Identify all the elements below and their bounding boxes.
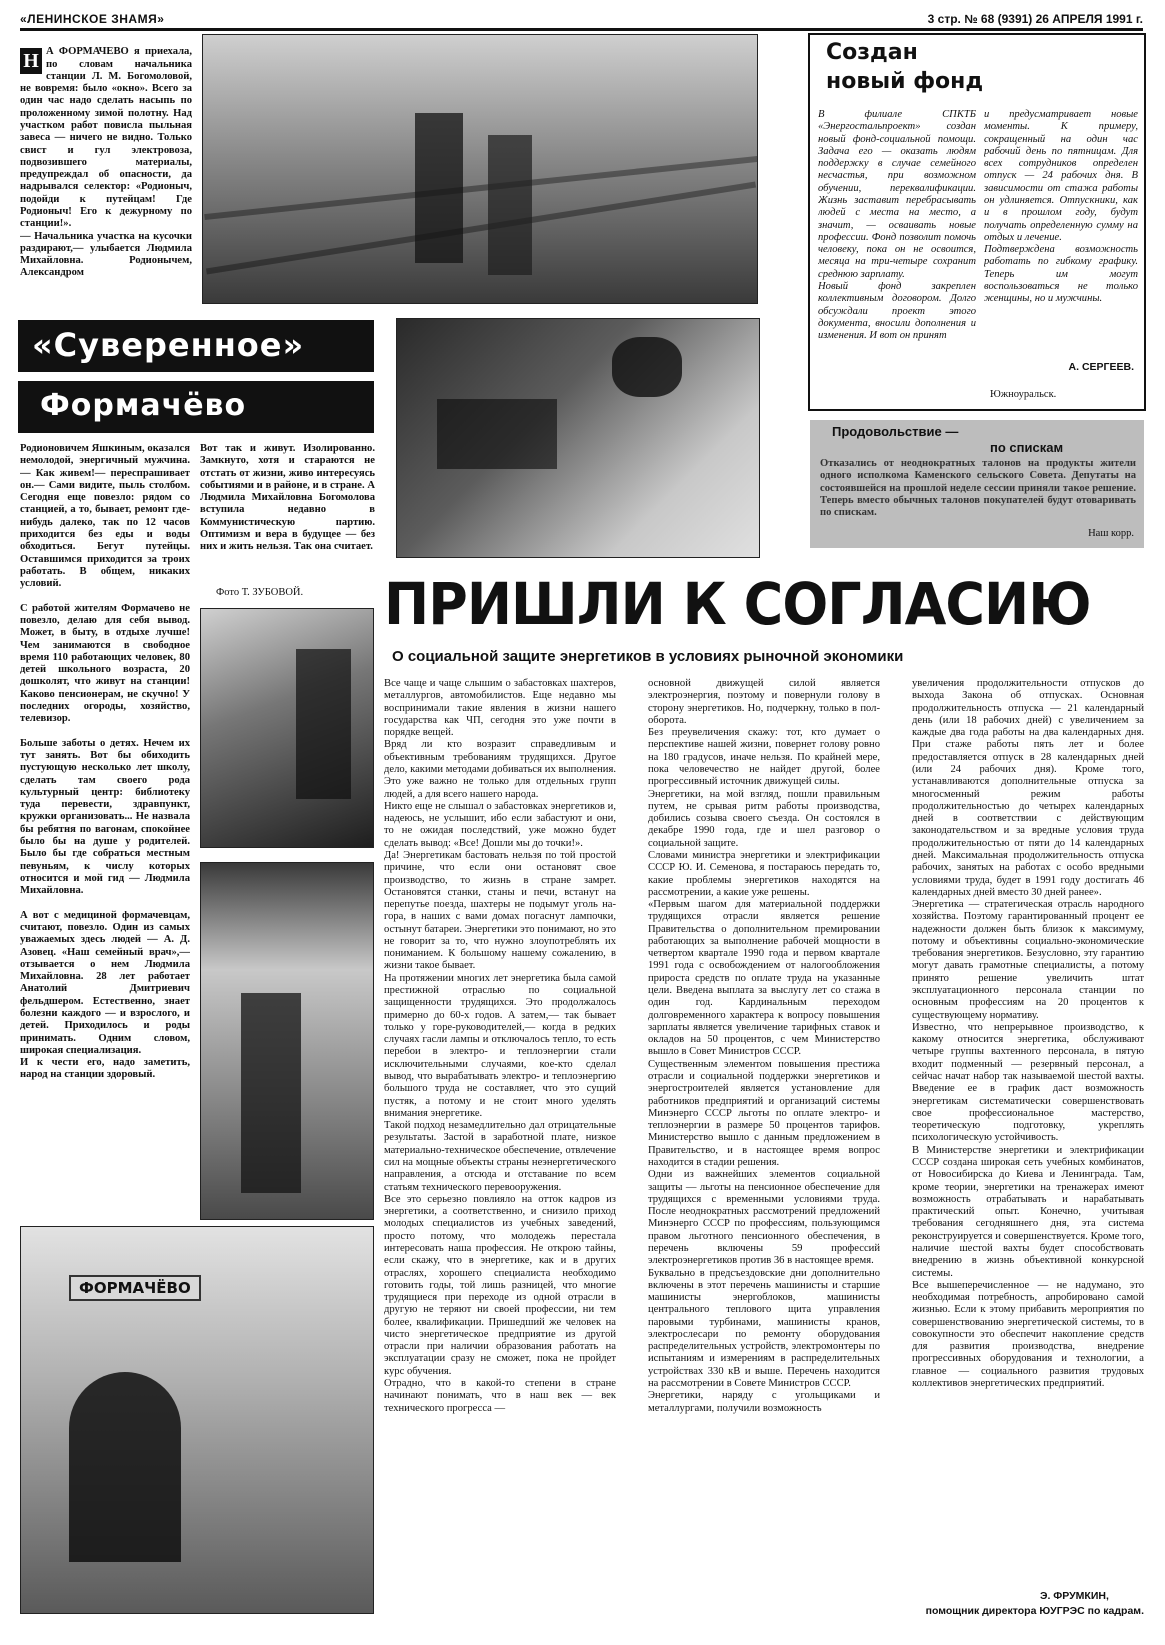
food-title-line1: Продовольствие —: [832, 424, 959, 439]
photo-railway-workers: [202, 34, 758, 304]
banner-formachevo: Формачёво: [18, 381, 374, 433]
food-author: Наш корр.: [1088, 528, 1134, 539]
intro-article: [20, 34, 192, 304]
food-title-line2: по спискам: [990, 440, 1064, 455]
main-col3: увеличения продолжительности отпусков до выхода Закона об отпусках. Основная продолжительность отпуска — 21 календарный день (или 18 рабочих дней) с увеличением за каждые два года работы на два календарных дня. При стаже работы пять лет и более предоставляется отпуск в 28 календарных дней (или 24 рабочих дня). Кроме того, устанавливаются дополнительные отпуска за многосменный режим работы продолжительностью до четырех календарных дней в соответствии с действующим законодательством и за вредные условия труда продолжительностью от пяти до 14 календарных дней. Максимальная продолжительность отпуска рабочих, занятых на работах с особо вредными условиями труда, будет в 1991 году достигать 46 календарных дней вместо 30 дней ранее». Энергетика — стратегическая отрасль народного хозяйства. Поэтому гарантированный процент ее надежности должен быть близок к максимуму, потому и объективны социально-экономические требования энергетиков. Безусловно, эту гарантию могут давать грамотные специалисты, а потому принято решение увеличить штат эксплуатационного персонала станции по основным профессиям на 20 процентов к существующему нормативу. Известно, что непрерывное производство, к какому относится энергетика, обслуживают четыре группы вахтенного персонала, в пятую входит подменный — резервный персонал, а сейчас начат набор так называемой шестой вахты. Введение ее в график даст возможность энергетикам систематически совершенствовать свое профессиональное мастерство, теоретическую подготовку, укреплять психологическую устойчивость. В Министерстве энергетики и электрификации СССР создана широкая сеть учебных комбинатов, от Новосибирска до Киева и Ленинграда. Там, кроме теории, энергетики на тренажерах имеют возможность отрабатывать и нарабатывать практический опыт. Конечно, учитывая требования сегодняшнего дня, эта система реконструируется и совершенствуется. Кроме того, наличие шестой вахты будет способствовать внедрению в жизнь объективной конкурсной системы. Все вышеперечисленное — не надумано, это необходимая потребность, апробировано самой жизнью. Если к этому прибавить мероприятия по совершенствованию энергетической системы, то в совокупности это обеспечит накопление средств для развития производства, внедрение прогрессивных оборудования и технологии, а главное — социального развития трудовых коллективов энергетических предприятий.: [912, 678, 1144, 1390]
newspaper-title: «ЛЕНИНСКОЕ ЗНАМЯ»: [20, 12, 165, 26]
food-text: Отказались от неоднократных талонов на продукты жители одного исполкома Каменского сельского Совета. Депутаты на состоявшейся на прошлой неделе сессии приняли такое решение. Теперь вместо обычных талонов покупателей будут отоваривать по спискам.: [820, 458, 1136, 519]
main-headline: ПРИШЛИ К СОГЛАСИЮ: [384, 570, 1091, 638]
box-new-fund: [808, 33, 1146, 411]
fund-title: [826, 39, 983, 96]
main-col1: Все чаще и чаще слышим о забастовках шахтеров, металлургов, автомобилистов. Еще недавно мы воспринимали такие явления в жизни нашего государства как ЧП, сегодня это уже почти в порядке вещей. Вряд ли кто возразит справедливым и объективным требованиям трудящихся. Другое дело, какими методами добиваться их выполнения. Это уже важно не только для отдельных групп людей, а для всего нашего народа. Никто еще не слышал о забастовках энергетиков и, надеюсь, не услышит, ибо если забастуют и они, то не ожидая последствий, уже можно будет сделать вывод: «Все! Дошли мы до точки!». Да! Энергетикам бастовать нельзя по той простой причине, что если они остановят свое производство, то жизнь в стране замрет. Остановятся станки, станы и печи, встанут на перепутье поезда, шахтеры не подымут уголь на-гора, в наших с вами домах погаснут лампочки, остынут батареи. Энергетики это понимают, но это не говорит за то, что нужно злоупотреблять их пониманием. К большому нашему сожалению, в жизни такое бывает. На протяжении многих лет энергетика была самой престижной отраслью по социальной защищенности трудящихся. Это продолжалось примерно до 60-х годов. А затем,— так бывает только у горе-руководителей,— когда в редких случаях гасли лампы и отключалось тепло, то есть перебои в электро- и теплоэнергии стали исключительными случаями, кое-кто сделал вывод, что вырабатывать электро- и теплоэнергию большого труда не составляет, что это сущий пустяк, а потому и не стоит много уделять внимания энергетике. Такой подход незамедлительно дал отрицательные результаты. Застой в заработной плате, низкое материально-техническое обеспечение, отвлечение сил на мощные объекты страны неэнергетического направления, а отсюда и отставание по всем статьям технического перевооружения. Все это серьезно повлияло на отток кадров из энергетики, а соответственно, и снизило приход молодых специалистов из учебных заведений, просто потому, что молодежь перестала интересовать наша профессия. Не открою тайны, если скажу, что в энергетике, как и в других отраслях, хорошего специалиста необходимо готовить годы, той лишь разницей, что многие трудящиеся при переходе из одной отрасли в другую не теряют ни своей профессии, ни тем более, квалификации. Пришедший же человек на чисто энергетическое предприятие из другой отрасли при наличии образования работать на эксплуатации сразу не сможет, пока не пройдет курс обучения. Отрадно, что в какой-то степени в стране начинают понимать, что в наш век — век технического прогресса —: [384, 678, 616, 1414]
fund-title-line1: Создан: [826, 40, 918, 65]
photo-worker-locomotive: [200, 608, 374, 848]
main-subhead: О социальной защите энергетиков в условиях рыночной экономики: [392, 648, 904, 665]
article-left-column: Родионовичем Яшкиным, оказался немолодой, энергичный мужчина.— Как живем!— переспрашивает он.— Сами видите, пыль столбом. Сегодня еще повезло: рядом со станцией, а то, бывает, ремонт где-нибудь далеко, так по 12 часов приходится без еды и воды обходиться. Бегут путейцы. Оставшимся приходится за троих работать. В общем, никаких условий. С работой жителям Формачево не повезло, делаю для себя вывод. Может, в быту, в отдыхе лучше! Чем занимаются в свободное время 110 работающих человек, 80 детей школьного возраста, 20 дошколят, что живут на станции! Каково пенсионерам, не скучно! У последних огороды, хозяйство, телевизор. Больше заботы о детях. Нечем их тут занять. Вот бы обиходить пустующую несколько лет школу, сделать там своего рода культурный центр: библиотеку туда перевести, здравпункт, кружки организовать... Не назвала бы ребятня по вагонам, спокойнее было бы на душе у родителей. Было бы где собраться местным певуньям, к числу которых относится и мой гид — Людмила Михайловна. А вот с медициной формачевцам, считают, повезло. Один из самых уважаемых здесь людей — А. Д. Азовец. «Наш семейный врач»,— отзывается о нем Людмила Михайловна. 28 лет работает Анатолий Дмитриевич фельдшером. Естественно, знает болезни каждого — и взрослого, и детей. Приходилось и роды принимать. Одним словом, широкая специализация. И к чести его, надо заметить, народ на станции здоровый.: [20, 443, 190, 1081]
dropcap: Н: [20, 48, 42, 74]
fund-author: А. СЕРГЕЕВ.: [1068, 361, 1134, 373]
intro-text: А ФОРМАЧЕВО я приехала, по словам начальника станции Л. М. Богомоловой, не вовремя: было «окно». Всего за один час надо сделать насыпь по проложенному зимой полотну. Над участком работ повисла пыльная завеса — ничего не видно. Только свист и гул электровоза, подвозившего материалы, предупреждал об опасности, да надрывался селектор: «Родионыч, подойди к путейцам! Где Родионыч! Его к дежурному по станции!». — Начальника участка на кусочки раздирают,— улыбается Людмила Михайловна. Родионычем, Александром: [20, 46, 192, 279]
issue-info: 3 стр. № 68 (9391) 26 АПРЕЛЯ 1991 г.: [927, 12, 1143, 26]
photo-credit: Фото Т. ЗУБОВОЙ.: [216, 587, 304, 598]
main-author: Э. ФРУМКИН,: [1040, 1590, 1109, 1602]
fund-place: Южноуральск.: [990, 389, 1057, 400]
box-food-lists: [810, 420, 1144, 548]
photo-feldsher: [200, 862, 374, 1220]
main-col2: основной движущей силой является электроэнергия, поэтому и повернули голову в сторону энергетиков. Но, подчеркну, только в пол-оборота. Без преувеличения скажу: тот, кто думает о перспективе нашей жизни, повернет голову ровно на 180 градусов, иначе нельзя. По крайней мере, пока человечество не найдет другой, более прогрессивный источник движущей силы. Энергетики, на мой взгляд, пошли правильным путем, не срывая ритм работы производства, добились созыва своего съезда. Он состоялся в декабре 1990 года, где и шел разговор о социальной защите. Словами министра энергетики и электрификации СССР Ю. И. Семенова, я постараюсь передать то, какие проблемы энергетиков находятся на рассмотрении, а какие уже решены. «Первым шагом для материальной поддержки трудящихся отрасли является решение Правительства о дополнительном премировании работающих за выполнение рабочей мощности в четвертом квартале 1990 года и первом квартале 1991 года с освобождением от налогообложения прироста средств по оплате труда на указанные цели. Введена выплата за выслугу лет со стажа в один год. Кардинальным переходом долговременного характера к вопросу повышения зарплаты является увеличение тарифных ставок и окладов на 50 процентов, с чем Министерство вышло в Совет Министров СССР. Существенным элементом повышения престижа отрасли и социальной поддержки энергетиков и энергостроителей является установление для работников предприятий и организаций системы Минэнерго СССР льготы по оплате электро- и теплоэнергии в размере 50 процентов тарифов. Министерство вышло с данным предложением в Правительство, и в настоящее время вопрос находится в стадии решения. Одни из важнейших элементов социальной защиты — льготы на пенсионное обеспечение для трудящихся с временными условиями труда. После неоднократных рассмотрений предложений Минэнерго СССР по профессиям, пользующимся правом льготного пенсионного обеспечения, в перечень включены 59 профессий электроэнергетиков против 36 в настоящее время. Буквально в предсъездовские дни дополнительно включены в этот перечень машинисты и старшие машинисты энергоблоков, машинисты центрального теплового щита управления паровыми турбинами, машинисты кранов, электрослесари по ремонту оборудования распределительных устройств, электромонтеры по испытаниям и измерениям в распределительных устройствах 330 кВ и выше. Перечень находится на рассмотрении в Совете Министров СССР. Энергетики, наряду с угольщиками и металлургами, получили возможность: [648, 678, 880, 1414]
header-rule: [20, 28, 1143, 31]
banner-suverennoe: «Суверенное»: [18, 320, 374, 372]
fund-col2: и предусматривает новые моменты. К примеру, сокращенный на один час рабочий день по пятницам. Для всех сотрудников определен отпуск — 24 рабочих дня. В зависимости от стажа работы он удлиняется. Отпускники, как и в прошлом году, будут получать определенную сумму на отдых и лечение. Подтверждена возможность работать по гибкому графику. Теперь им могут воспользоваться не только женщины, но и мужчины.: [984, 109, 1138, 305]
photo-station-attendant: [396, 318, 760, 558]
main-author-role: помощник директора ЮУГРЭС по кадрам.: [925, 1605, 1144, 1617]
station-sign: ФОРМАЧЁВО: [69, 1275, 201, 1301]
fund-col1: В филиале СПКТБ «Энергостальпроект» создан новый фонд-социальной помощи. Задача его — оказать людям поддержку в случае семейного несчастья, при возможном обучении, переквалификации. Жизнь заставит перебрасывать людей с места на место, а значит, — осваивать новые профессии. Фонд позволит помочь человеку, пока он не освоится, месяца на три-четыре сохранит среднюю зарплату. Новый фонд закреплен коллективным договором. Долго обсуждали проект этого документа, вносили дополнения и изменения. И вот он принят: [818, 109, 976, 342]
photo-station-building: [20, 1226, 374, 1614]
article-mid-column: Вот так и живут. Изолированно. Замкнуто, хотя и стараются не отстать от жизни, живо интересуясь событиями и в районе, и в стране. А Людмила Михайловна Богомолова вступила недавно в Коммунистическую партию. Оптимизм и вера в будущее — без них и жить нельзя. Так она считает.: [200, 443, 375, 553]
fund-title-line2: новый фонд: [826, 68, 984, 94]
